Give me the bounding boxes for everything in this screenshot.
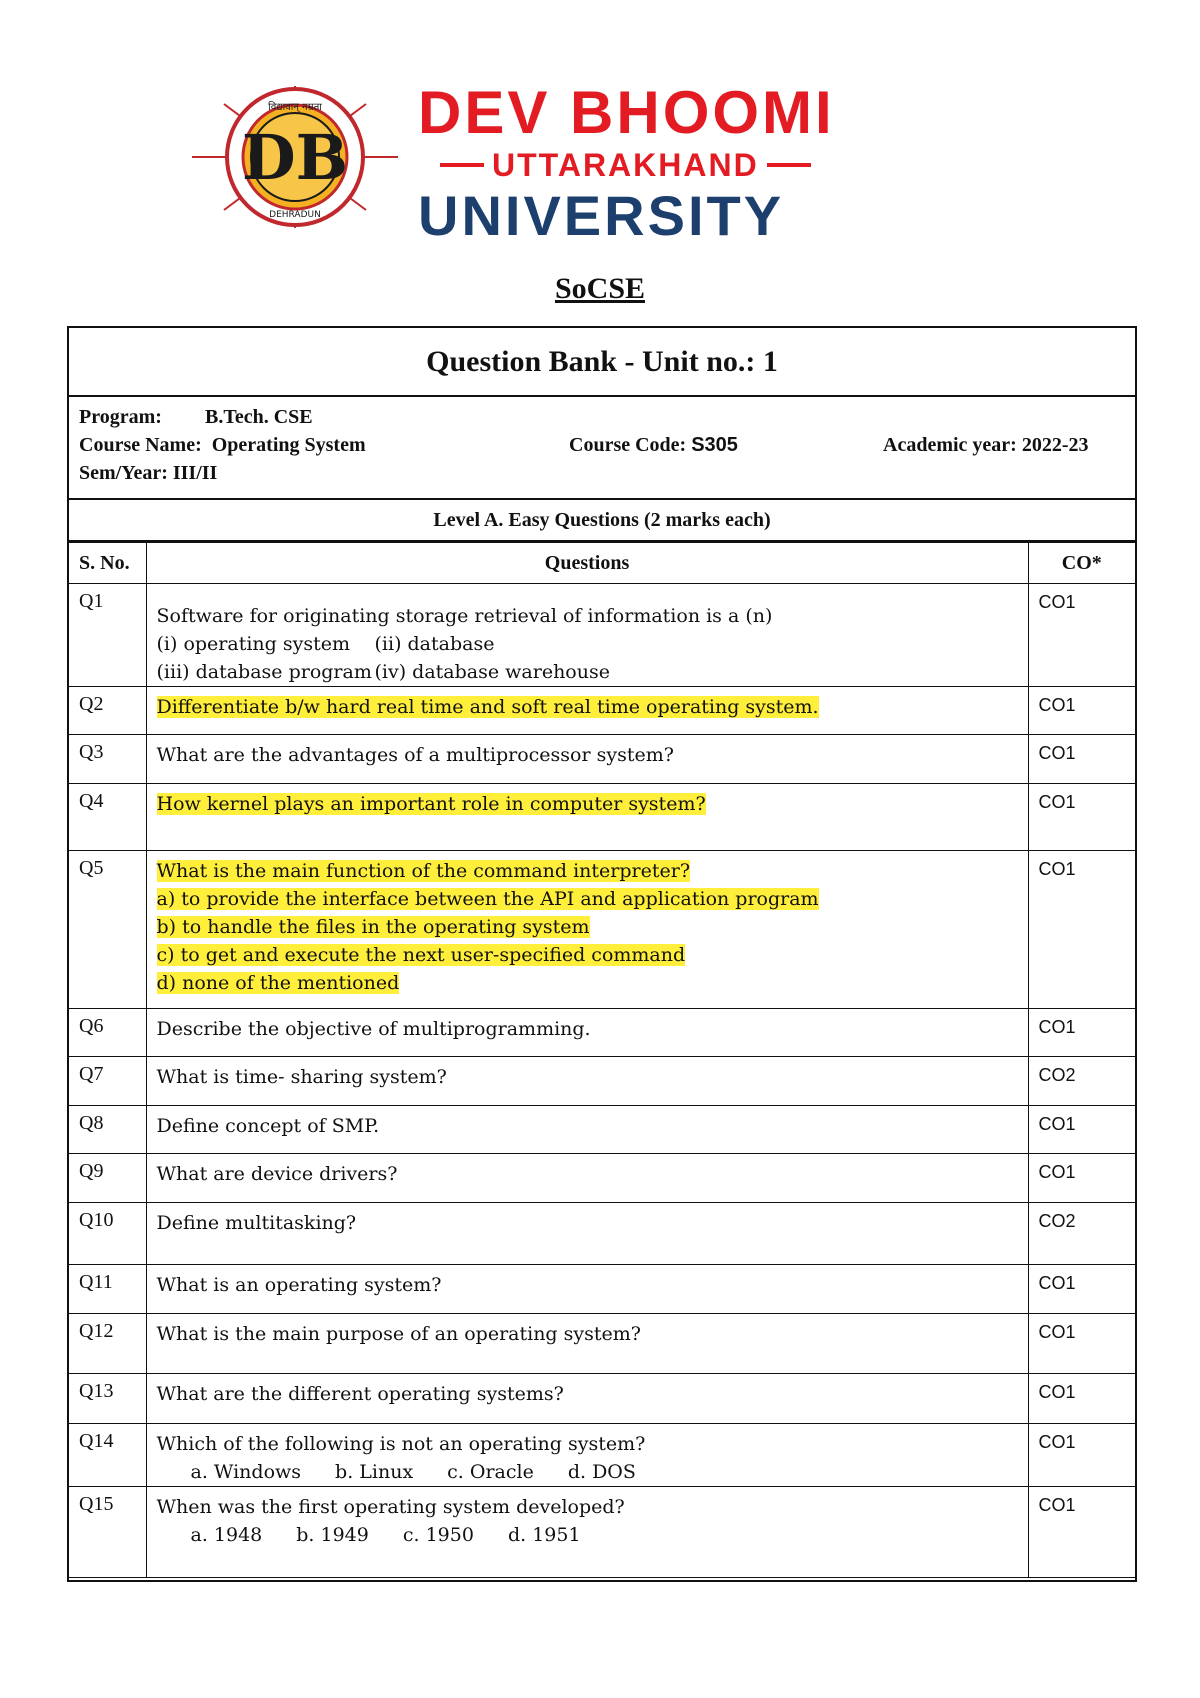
answer-option: d. 1951 <box>507 1524 581 1546</box>
question-number: Q5 <box>69 851 146 1009</box>
question-text <box>146 687 1028 735</box>
course-outcome: CO1 <box>1028 1154 1135 1203</box>
question-line: How kernel plays an important role in computer system? <box>156 793 706 815</box>
university-wordmark <box>418 79 978 247</box>
table-row <box>69 1424 1135 1487</box>
question-text <box>146 1314 1028 1374</box>
question-line: b) to handle the files in the operating system <box>156 916 590 938</box>
course-outcome: CO2 <box>1028 1057 1135 1106</box>
question-line: Define concept of SMP. <box>156 1115 380 1137</box>
course-outcome: CO1 <box>1028 1265 1135 1314</box>
question-text <box>146 1265 1028 1314</box>
brand-line-1: DEV BHOOMI <box>418 79 835 146</box>
table-row <box>69 1203 1135 1265</box>
table-row <box>69 784 1135 851</box>
question-bank-frame <box>67 326 1137 1582</box>
question-text <box>146 1424 1028 1487</box>
course-outcome: CO1 <box>1028 687 1135 735</box>
course-name-label: Course Name: <box>79 434 202 456</box>
table-row <box>69 687 1135 735</box>
question-line: What are the advantages of a multiprocessor system? <box>156 744 674 766</box>
course-outcome: CO1 <box>1028 584 1135 687</box>
brand-line-2-text: UTTARAKHAND <box>492 147 759 183</box>
table-row <box>69 735 1135 784</box>
academic-year <box>883 431 1089 459</box>
question-number: Q7 <box>69 1057 146 1106</box>
emblem-letters: DB <box>241 121 349 194</box>
table-row <box>69 851 1135 1009</box>
answer-option: (i) operating system <box>156 633 350 655</box>
header-co: CO* <box>1028 543 1135 584</box>
program-value: B.Tech. CSE <box>205 406 313 428</box>
question-number: Q9 <box>69 1154 146 1203</box>
question-number: Q11 <box>69 1265 146 1314</box>
question-text <box>146 735 1028 784</box>
course-outcome: CO1 <box>1028 1106 1135 1154</box>
question-text <box>146 1374 1028 1424</box>
answer-option: c. 1950 <box>402 1524 474 1546</box>
question-number: Q8 <box>69 1106 146 1154</box>
course-code <box>569 431 738 459</box>
course-outcome: CO1 <box>1028 1374 1135 1424</box>
question-number: Q13 <box>69 1374 146 1424</box>
answer-option: d. DOS <box>567 1461 636 1483</box>
school-heading: SoCSE <box>554 272 646 305</box>
sem-year: Sem/Year: III/II <box>79 462 218 484</box>
academic-year-value: 2022-23 <box>1021 434 1089 456</box>
question-line: d) none of the mentioned <box>156 972 400 994</box>
question-line: Describe the objective of multiprogramming. <box>156 1018 591 1040</box>
emblem-text-bottom: DEHRADUN <box>269 210 321 220</box>
question-bank-title: Question Bank - Unit no.: 1 <box>69 328 1135 397</box>
course-code-label: Course Code: <box>569 434 687 456</box>
question-number: Q15 <box>69 1487 146 1578</box>
question-line: a) to provide the interface between the API and application program <box>156 888 819 910</box>
question-text <box>146 1487 1028 1578</box>
course-outcome: CO1 <box>1028 1487 1135 1578</box>
emblem-text-top: विद्यावान् नम्रता <box>268 102 322 113</box>
course-outcome: CO1 <box>1028 1314 1135 1374</box>
table-row <box>69 1374 1135 1424</box>
academic-year-label: Academic year: <box>883 434 1017 456</box>
question-text <box>146 1057 1028 1106</box>
table-row <box>69 1154 1135 1203</box>
course-outcome: CO2 <box>1028 1203 1135 1265</box>
table-row <box>69 1106 1135 1154</box>
answer-option: a. Windows <box>190 1461 302 1483</box>
level-heading: Level A. Easy Questions (2 marks each) <box>69 500 1135 542</box>
course-code-value: S305 <box>691 434 738 456</box>
question-text <box>146 1009 1028 1057</box>
table-row <box>69 584 1135 687</box>
header-sno: S. No. <box>69 543 146 584</box>
question-number: Q14 <box>69 1424 146 1487</box>
table-row <box>69 1009 1135 1057</box>
answer-option: b. 1949 <box>296 1524 369 1546</box>
brand-line-2 <box>440 144 978 186</box>
answer-option: a. 1948 <box>190 1524 263 1546</box>
university-emblem-logo <box>184 84 406 230</box>
answer-option: c. Oracle <box>447 1461 534 1483</box>
table-row <box>69 1314 1135 1374</box>
table-row <box>69 1265 1135 1314</box>
question-line: What are device drivers? <box>156 1163 398 1185</box>
brand-dash-right <box>767 163 811 167</box>
question-text <box>146 584 1028 687</box>
answer-option: (iii) database program <box>156 661 372 683</box>
question-number: Q4 <box>69 784 146 851</box>
question-line: What are the different operating systems? <box>156 1383 564 1405</box>
course-row <box>79 431 1125 459</box>
table-row <box>69 1057 1135 1106</box>
question-line: When was the first operating system developed? <box>156 1496 625 1518</box>
question-number: Q1 <box>69 584 146 687</box>
course-outcome: CO1 <box>1028 851 1135 1009</box>
program-label: Program: <box>79 406 162 428</box>
question-line: c) to get and execute the next user-specified command <box>156 944 686 966</box>
course-outcome: CO1 <box>1028 784 1135 851</box>
header-questions: Questions <box>146 543 1028 584</box>
course-outcome: CO1 <box>1028 735 1135 784</box>
brand-line-3: UNIVERSITY <box>418 184 785 247</box>
brand-dash-left <box>440 163 484 167</box>
question-line: What is the main purpose of an operating system? <box>156 1323 641 1345</box>
table-header-row <box>69 543 1135 584</box>
question-text <box>146 784 1028 851</box>
program-row <box>79 403 1125 431</box>
question-line: Software for originating storage retrieval of information is a (n) <box>156 605 773 627</box>
question-line: Differentiate b/w hard real time and soft real time operating system. <box>156 696 819 718</box>
question-line: What is time- sharing system? <box>156 1066 447 1088</box>
questions-body <box>69 584 1135 1578</box>
question-line: What is the main function of the command interpreter? <box>156 860 691 882</box>
question-text <box>146 851 1028 1009</box>
answer-option: b. Linux <box>335 1461 414 1483</box>
question-number: Q3 <box>69 735 146 784</box>
course-name-value: Operating System <box>211 434 366 456</box>
question-line: What is an operating system? <box>156 1274 442 1296</box>
course-outcome: CO1 <box>1028 1424 1135 1487</box>
answer-option: (ii) database <box>374 633 495 655</box>
question-number: Q10 <box>69 1203 146 1265</box>
question-text <box>146 1203 1028 1265</box>
course-info-block <box>69 397 1135 500</box>
table-row <box>69 1487 1135 1578</box>
questions-table <box>69 542 1135 1578</box>
question-number: Q2 <box>69 687 146 735</box>
answer-option: (iv) database warehouse <box>374 661 610 683</box>
question-number: Q12 <box>69 1314 146 1374</box>
question-text <box>146 1154 1028 1203</box>
question-text <box>146 1106 1028 1154</box>
question-line: Which of the following is not an operating system? <box>156 1433 646 1455</box>
question-number: Q6 <box>69 1009 146 1057</box>
course-outcome: CO1 <box>1028 1009 1135 1057</box>
question-line: Define multitasking? <box>156 1212 357 1234</box>
